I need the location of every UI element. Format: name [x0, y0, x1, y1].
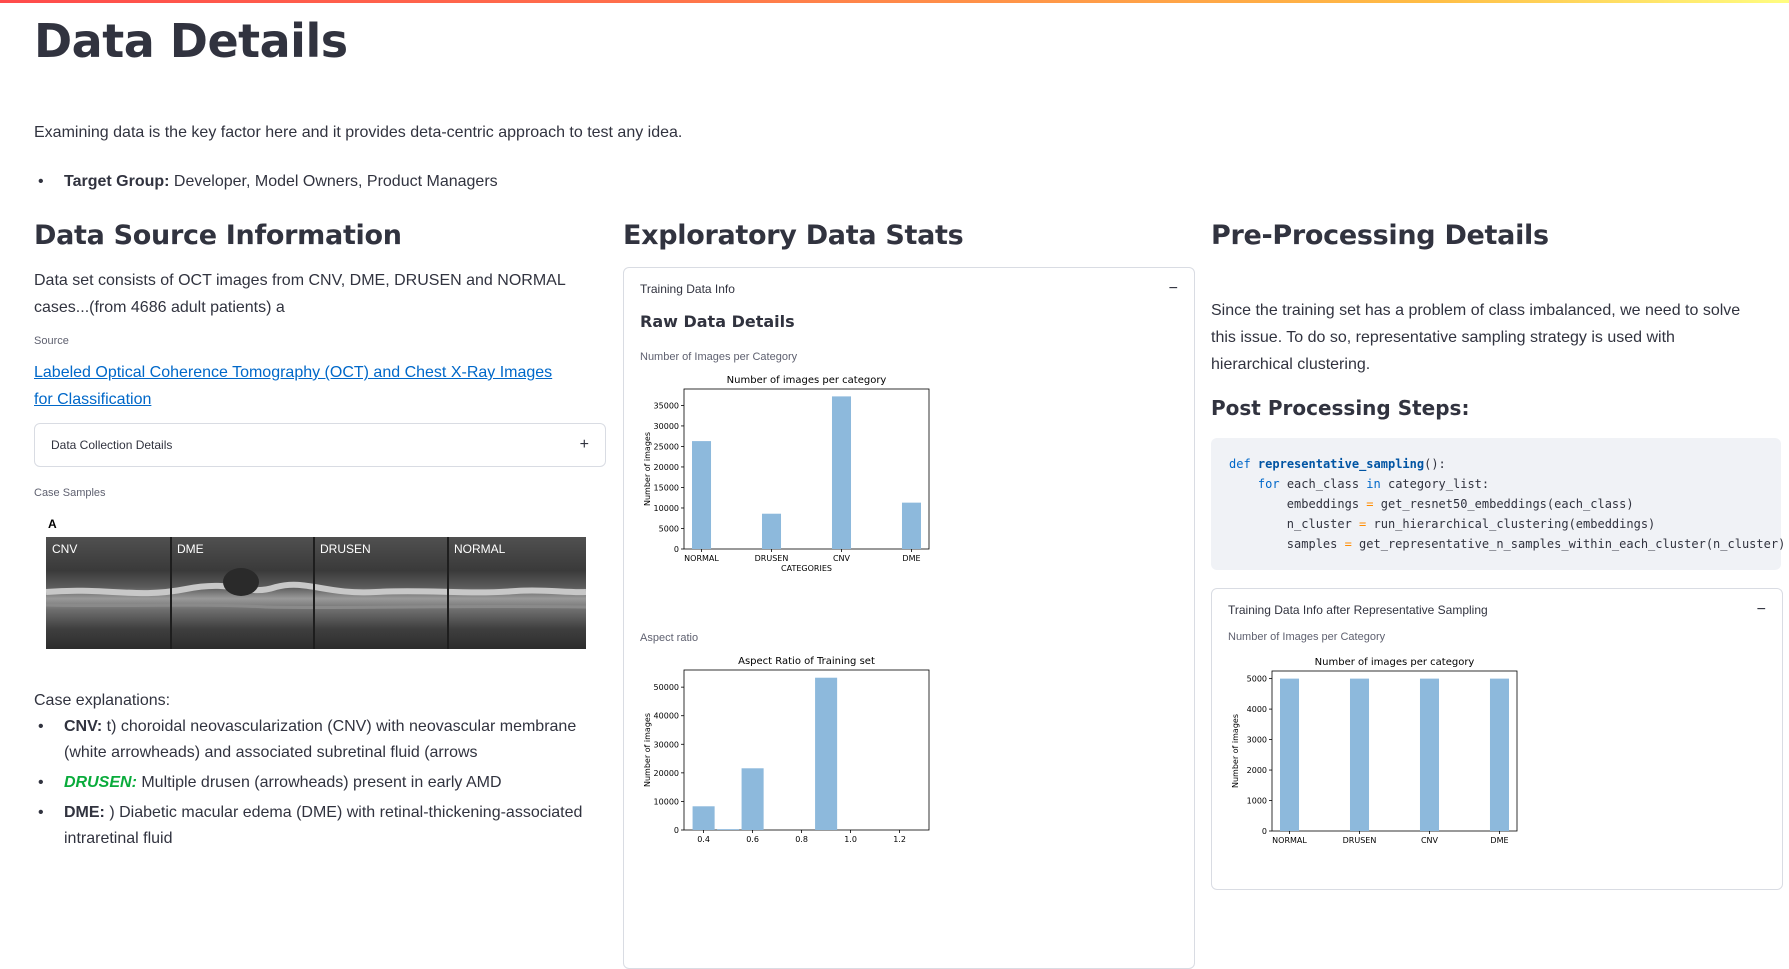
- chart3-container: [1228, 653, 1766, 890]
- y-tick-label: 50000: [653, 683, 679, 693]
- preprocessing-column: [1211, 220, 1786, 890]
- case-text-drusen: Multiple drusen (arrowheads) present in early AMD: [136, 774, 502, 791]
- x-tick-label: DME: [902, 554, 921, 563]
- y-tick-label: 30000: [653, 421, 679, 431]
- code-block: def representative_sampling(): for each_class in category_list: embeddings = get_resnet50_embeddings(each_class) n_cluster = run_hierarchical_clustering(embeddings) samples = get_representative_n_samples_within_each_cluster(n_cluster): [1211, 438, 1781, 570]
- bar-0: [693, 806, 715, 830]
- bar-2: [742, 768, 764, 830]
- case-item-cnv: [34, 714, 594, 766]
- case-label-drusen: DRUSEN:: [64, 774, 137, 791]
- x-tick-label: DRUSEN: [1342, 836, 1377, 845]
- data-source-description: Data set consists of OCT images from CNV, DME, DRUSEN and NORMAL cases...(from 4686 adult patients) a: [34, 272, 566, 316]
- data-collection-expander[interactable]: [34, 423, 606, 467]
- y-tick-label: 5000: [658, 524, 679, 534]
- expand-plus-icon[interactable]: +: [579, 436, 589, 453]
- oct-panel-letter: A: [48, 517, 57, 531]
- chart2-caption: Aspect ratio: [640, 632, 699, 644]
- aspect-ratio-chart: [640, 652, 980, 888]
- target-group-list: [34, 168, 498, 196]
- oct-scan-strip: [46, 537, 586, 649]
- bar-dme: [1490, 679, 1509, 831]
- case-explanations-list: [34, 714, 594, 852]
- preprocessing-heading: Pre-Processing Details: [1211, 220, 1549, 251]
- sampled-data-expander[interactable]: [1211, 588, 1783, 890]
- y-tick-label: 0: [673, 545, 679, 554]
- x-tick-label: 0.6: [746, 835, 759, 844]
- case-text-cnv: t) choroidal neovascularization (CNV) with neovascular membrane (white arrowheads) and associated subretinal fluid (arrows: [64, 718, 577, 761]
- x-tick-label: DRUSEN: [754, 554, 789, 563]
- eda-column: [623, 220, 1195, 969]
- y-tick-label: 40000: [653, 711, 679, 721]
- y-tick-label: 2000: [1246, 766, 1267, 776]
- oct-label-cnv: CNV: [52, 542, 78, 556]
- case-explanations-label: Case explanations:: [34, 692, 171, 709]
- bar-dme: [902, 503, 921, 549]
- case-text-dme: ) Diabetic macular edema (DME) with retinal-thickening-associated intraretinal fluid: [64, 804, 583, 847]
- y-tick-label: 10000: [653, 797, 679, 807]
- x-tick-label: CNV: [1420, 836, 1439, 845]
- training-data-expander-label: Training Data Info: [640, 282, 735, 296]
- source-link[interactable]: Labeled Optical Coherence Tomography (OCT) and Chest X-Ray Images for Classification: [34, 364, 553, 408]
- images-per-category-chart: [640, 371, 980, 607]
- chart2-container: [640, 652, 1178, 893]
- oct-label-normal: NORMAL: [454, 542, 506, 556]
- data-collection-expander-header[interactable]: [35, 424, 605, 466]
- y-tick-label: 3000: [1246, 735, 1267, 745]
- y-axis-label: Number of images: [643, 431, 652, 507]
- case-item-drusen: [34, 770, 594, 796]
- x-tick-label: NORMAL: [1272, 836, 1307, 845]
- bar-1: [717, 829, 739, 830]
- data-collection-expander-label: Data Collection Details: [51, 438, 173, 452]
- bar-normal: [692, 441, 711, 549]
- case-label-dme: DME:: [64, 804, 105, 821]
- bar-cnv: [832, 396, 851, 549]
- x-tick-label: 0.4: [697, 835, 710, 844]
- chart-plot-area: [1272, 671, 1517, 831]
- chart-plot-area: [684, 389, 929, 549]
- chart-plot-area: [684, 670, 929, 830]
- x-tick-label: 1.2: [893, 835, 906, 844]
- case-item-dme: [34, 800, 594, 852]
- y-axis-label: Number of images: [643, 712, 652, 788]
- y-tick-label: 0: [673, 826, 679, 835]
- training-data-expander-header[interactable]: [624, 268, 1194, 310]
- collapse-minus-icon[interactable]: −: [1756, 601, 1766, 618]
- bar-cnv: [1420, 679, 1439, 831]
- y-tick-label: 15000: [653, 483, 679, 493]
- post-processing-heading: Post Processing Steps:: [1211, 396, 1470, 420]
- top-decoration-bar: [0, 0, 1789, 3]
- intro-text: Examining data is the key factor here and it provides deta-centric approach to test any idea.: [34, 124, 683, 141]
- eda-heading: Exploratory Data Stats: [623, 220, 964, 251]
- chart1-container: [640, 371, 1178, 612]
- x-tick-label: DME: [1490, 836, 1509, 845]
- y-tick-label: 35000: [653, 401, 679, 411]
- case-samples-label: Case Samples: [34, 487, 106, 499]
- y-tick-label: 30000: [653, 740, 679, 750]
- y-tick-label: 1000: [1246, 796, 1267, 806]
- sampled-data-expander-label: Training Data Info after Representative Sampling: [1228, 603, 1488, 617]
- oct-sample-image: [34, 515, 574, 651]
- bar-3: [815, 678, 837, 830]
- collapse-minus-icon[interactable]: −: [1168, 280, 1178, 297]
- y-axis-label: Number of images: [1231, 713, 1240, 789]
- data-source-column: [34, 220, 606, 856]
- bar-drusen: [762, 514, 781, 549]
- sampled-images-per-category-chart: [1228, 653, 1568, 889]
- bar-drusen: [1350, 679, 1369, 831]
- training-data-expander[interactable]: [623, 267, 1195, 969]
- y-tick-label: 5000: [1246, 674, 1267, 684]
- x-tick-label: CNV: [832, 554, 851, 563]
- x-tick-label: 0.8: [795, 835, 808, 844]
- target-group-item: [34, 168, 498, 196]
- bar-normal: [1280, 679, 1299, 831]
- y-tick-label: 10000: [653, 503, 679, 513]
- preprocessing-description: Since the training set has a problem of class imbalanced, we need to solve this issue. To do so, representative sampling strategy is used with hierarchical clustering.: [1211, 302, 1741, 373]
- target-group-value: Developer, Model Owners, Product Managers: [169, 173, 498, 190]
- y-tick-label: 25000: [653, 442, 679, 452]
- y-tick-label: 20000: [653, 462, 679, 472]
- sampled-data-expander-header[interactable]: [1212, 589, 1782, 631]
- y-tick-label: 0: [1261, 827, 1267, 836]
- source-label: Source: [34, 335, 69, 347]
- x-tick-label: NORMAL: [684, 554, 719, 563]
- target-group-label: Target Group:: [64, 173, 170, 190]
- oct-label-dme: DME: [177, 542, 204, 556]
- data-source-heading: Data Source Information: [34, 220, 402, 251]
- chart-title: Aspect Ratio of Training set: [738, 656, 875, 667]
- chart1-caption: Number of Images per Category: [640, 351, 798, 363]
- chart-title: Number of images per category: [726, 375, 887, 386]
- x-tick-label: 1.0: [844, 835, 857, 844]
- x-axis-label: CATEGORIES: [781, 564, 832, 573]
- oct-label-drusen: DRUSEN: [320, 542, 371, 556]
- raw-data-subheading: Raw Data Details: [640, 312, 795, 331]
- chart3-caption: Number of Images per Category: [1228, 631, 1386, 643]
- page-title: Data Details: [34, 14, 348, 68]
- y-tick-label: 4000: [1246, 705, 1267, 715]
- case-label-cnv: CNV:: [64, 718, 103, 735]
- chart-title: Number of images per category: [1314, 657, 1475, 668]
- y-tick-label: 20000: [653, 768, 679, 778]
